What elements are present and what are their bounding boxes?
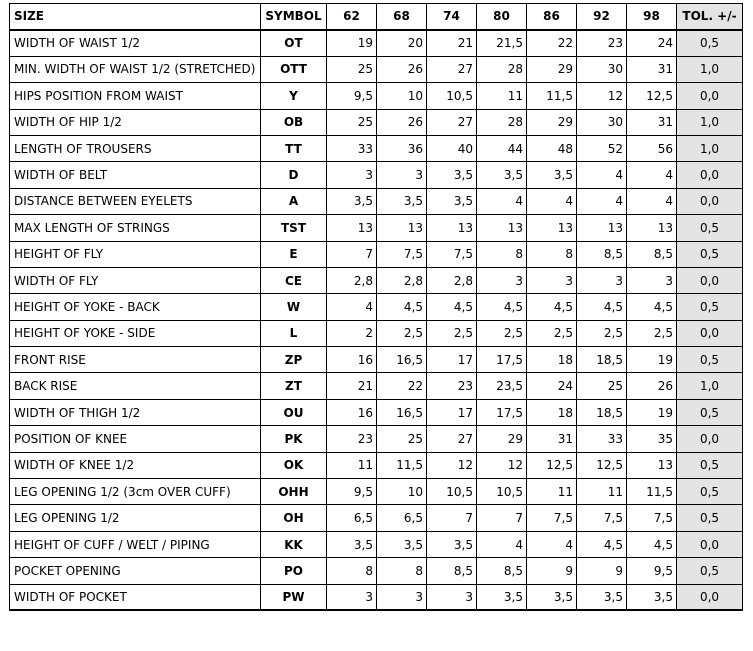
- measurement-label: DISTANCE BETWEEN EYELETS: [10, 188, 261, 214]
- tolerance-value: 0,5: [677, 347, 743, 373]
- table-row: [10, 188, 743, 214]
- measurement-label: LEG OPENING 1/2 (3cm OVER CUFF): [10, 479, 261, 505]
- measurement-value: 2,5: [377, 320, 427, 346]
- tolerance-value: 0,0: [677, 584, 743, 610]
- table-row: [10, 135, 743, 161]
- measurement-value: 10: [377, 83, 427, 109]
- measurement-value: 31: [527, 426, 577, 452]
- measurement-symbol: D: [261, 162, 327, 188]
- measurement-symbol: PW: [261, 584, 327, 610]
- size-chart: [9, 3, 743, 611]
- table-row: [10, 558, 743, 584]
- measurement-value: 19: [327, 30, 377, 56]
- measurement-value: 4,5: [527, 294, 577, 320]
- measurement-value: 21: [427, 30, 477, 56]
- measurement-label: HEIGHT OF FLY: [10, 241, 261, 267]
- measurement-value: 4: [577, 188, 627, 214]
- measurement-value: 11,5: [627, 479, 677, 505]
- measurement-symbol: W: [261, 294, 327, 320]
- measurement-value: 7,5: [427, 241, 477, 267]
- measurement-value: 4: [527, 531, 577, 557]
- measurement-value: 4,5: [377, 294, 427, 320]
- measurement-value: 27: [427, 109, 477, 135]
- table-row: [10, 584, 743, 610]
- measurement-value: 18,5: [577, 347, 627, 373]
- measurement-value: 7,5: [377, 241, 427, 267]
- table-row: [10, 56, 743, 82]
- size-92-header: 92: [577, 4, 627, 30]
- tolerance-value: 0,0: [677, 267, 743, 293]
- measurement-label: POSITION OF KNEE: [10, 426, 261, 452]
- measurement-value: 4: [477, 188, 527, 214]
- measurement-symbol: ZT: [261, 373, 327, 399]
- measurement-value: 9,5: [627, 558, 677, 584]
- measurement-value: 24: [527, 373, 577, 399]
- measurement-value: 48: [527, 135, 577, 161]
- measurement-value: 33: [577, 426, 627, 452]
- measurement-symbol: OB: [261, 109, 327, 135]
- measurement-value: 4: [527, 188, 577, 214]
- measurement-value: 16,5: [377, 347, 427, 373]
- measurement-symbol: OK: [261, 452, 327, 478]
- measurement-label: WIDTH OF HIP 1/2: [10, 109, 261, 135]
- measurement-value: 2,8: [327, 267, 377, 293]
- measurement-label: HIPS POSITION FROM WAIST: [10, 83, 261, 109]
- measurement-value: 7,5: [627, 505, 677, 531]
- measurement-value: 28: [477, 56, 527, 82]
- measurement-value: 25: [327, 109, 377, 135]
- measurement-value: 21,5: [477, 30, 527, 56]
- measurement-value: 3,5: [527, 584, 577, 610]
- measurement-value: 8: [527, 241, 577, 267]
- measurement-value: 6,5: [327, 505, 377, 531]
- measurement-value: 7: [327, 241, 377, 267]
- table-row: [10, 531, 743, 557]
- measurement-value: 9,5: [327, 83, 377, 109]
- measurement-value: 4: [577, 162, 627, 188]
- table-row: [10, 452, 743, 478]
- measurement-value: 22: [377, 373, 427, 399]
- table-row: [10, 267, 743, 293]
- measurement-value: 12: [577, 83, 627, 109]
- measurement-value: 11: [327, 452, 377, 478]
- measurement-symbol: PO: [261, 558, 327, 584]
- measurement-value: 26: [377, 109, 427, 135]
- table-row: [10, 373, 743, 399]
- measurement-value: 56: [627, 135, 677, 161]
- symbol-header: SYMBOL: [261, 4, 327, 30]
- measurement-value: 13: [427, 215, 477, 241]
- measurement-label: HEIGHT OF CUFF / WELT / PIPING: [10, 531, 261, 557]
- measurement-value: 8,5: [427, 558, 477, 584]
- measurement-value: 33: [327, 135, 377, 161]
- measurement-value: 6,5: [377, 505, 427, 531]
- measurement-value: 3: [327, 584, 377, 610]
- measurement-value: 13: [577, 215, 627, 241]
- measurement-value: 9,5: [327, 479, 377, 505]
- measurement-value: 26: [377, 56, 427, 82]
- measurement-value: 36: [377, 135, 427, 161]
- measurement-value: 3: [377, 584, 427, 610]
- measurement-value: 2,5: [627, 320, 677, 346]
- measurement-value: 3,5: [327, 531, 377, 557]
- measurement-value: 7,5: [577, 505, 627, 531]
- measurement-value: 2,5: [577, 320, 627, 346]
- measurement-value: 40: [427, 135, 477, 161]
- tolerance-value: 0,5: [677, 452, 743, 478]
- measurement-value: 3,5: [427, 531, 477, 557]
- measurement-value: 11: [577, 479, 627, 505]
- measurement-value: 25: [377, 426, 427, 452]
- tolerance-value: 0,0: [677, 83, 743, 109]
- measurement-value: 13: [327, 215, 377, 241]
- measurement-symbol: ZP: [261, 347, 327, 373]
- measurement-value: 2: [327, 320, 377, 346]
- measurement-value: 13: [627, 215, 677, 241]
- tolerance-value: 1,0: [677, 373, 743, 399]
- measurement-value: 31: [627, 56, 677, 82]
- table-row: [10, 83, 743, 109]
- measurement-value: 8: [477, 241, 527, 267]
- table-row: [10, 399, 743, 425]
- measurement-value: 25: [327, 56, 377, 82]
- measurement-value: 11,5: [527, 83, 577, 109]
- measurement-value: 27: [427, 56, 477, 82]
- measurement-value: 31: [627, 109, 677, 135]
- measurement-value: 29: [477, 426, 527, 452]
- measurement-value: 11,5: [377, 452, 427, 478]
- measurement-label: WIDTH OF BELT: [10, 162, 261, 188]
- measurement-value: 7: [477, 505, 527, 531]
- measurement-label: WIDTH OF POCKET: [10, 584, 261, 610]
- measurement-value: 16: [327, 399, 377, 425]
- measurement-value: 4: [627, 188, 677, 214]
- measurement-value: 13: [527, 215, 577, 241]
- tolerance-value: 0,0: [677, 320, 743, 346]
- table-row: [10, 479, 743, 505]
- tolerance-value: 0,5: [677, 294, 743, 320]
- measurement-value: 4: [327, 294, 377, 320]
- measurement-label: WIDTH OF FLY: [10, 267, 261, 293]
- measurement-label: WIDTH OF THIGH 1/2: [10, 399, 261, 425]
- measurement-symbol: OT: [261, 30, 327, 56]
- table-row: [10, 426, 743, 452]
- measurement-value: 28: [477, 109, 527, 135]
- table-row: [10, 294, 743, 320]
- measurement-value: 17,5: [477, 399, 527, 425]
- measurement-label: BACK RISE: [10, 373, 261, 399]
- measurement-value: 23,5: [477, 373, 527, 399]
- tolerance-value: 0,5: [677, 479, 743, 505]
- tolerance-value: 0,0: [677, 426, 743, 452]
- measurement-value: 17,5: [477, 347, 527, 373]
- measurement-label: LEG OPENING 1/2: [10, 505, 261, 531]
- tolerance-value: 1,0: [677, 56, 743, 82]
- size-98-header: 98: [627, 4, 677, 30]
- measurement-value: 3,5: [627, 584, 677, 610]
- measurement-value: 10,5: [427, 83, 477, 109]
- measurement-symbol: KK: [261, 531, 327, 557]
- measurement-value: 16: [327, 347, 377, 373]
- measurement-value: 23: [577, 30, 627, 56]
- measurement-value: 3,5: [427, 162, 477, 188]
- size-80-header: 80: [477, 4, 527, 30]
- measurement-value: 27: [427, 426, 477, 452]
- measurement-value: 3,5: [327, 188, 377, 214]
- measurement-value: 12,5: [577, 452, 627, 478]
- measurement-value: 2,5: [477, 320, 527, 346]
- tolerance-value: 0,0: [677, 188, 743, 214]
- measurement-label: LENGTH OF TROUSERS: [10, 135, 261, 161]
- measurement-value: 11: [527, 479, 577, 505]
- measurement-label: HEIGHT OF YOKE - BACK: [10, 294, 261, 320]
- measurement-value: 17: [427, 347, 477, 373]
- measurement-value: 3: [377, 162, 427, 188]
- tolerance-value: 0,5: [677, 215, 743, 241]
- measurement-value: 4: [477, 531, 527, 557]
- measurement-value: 10,5: [427, 479, 477, 505]
- measurement-label: FRONT RISE: [10, 347, 261, 373]
- measurement-value: 11: [477, 83, 527, 109]
- measurement-value: 13: [627, 452, 677, 478]
- tolerance-value: 0,5: [677, 558, 743, 584]
- measurement-value: 26: [627, 373, 677, 399]
- measurement-value: 52: [577, 135, 627, 161]
- tolerance-header: TOL. +/-: [677, 4, 743, 30]
- measurement-value: 3,5: [427, 188, 477, 214]
- tolerance-value: 0,0: [677, 162, 743, 188]
- measurement-value: 22: [527, 30, 577, 56]
- measurement-value: 4,5: [427, 294, 477, 320]
- measurement-value: 3,5: [477, 162, 527, 188]
- measurement-value: 7: [427, 505, 477, 531]
- measurement-value: 3: [427, 584, 477, 610]
- measurement-value: 19: [627, 347, 677, 373]
- measurement-value: 23: [327, 426, 377, 452]
- measurement-table: [9, 3, 743, 611]
- measurement-value: 4,5: [627, 531, 677, 557]
- table-row: [10, 30, 743, 56]
- table-row: [10, 162, 743, 188]
- measurement-label: WIDTH OF KNEE 1/2: [10, 452, 261, 478]
- measurement-value: 18: [527, 399, 577, 425]
- measurement-value: 23: [427, 373, 477, 399]
- measurement-value: 44: [477, 135, 527, 161]
- measurement-value: 3,5: [477, 584, 527, 610]
- measurement-value: 4,5: [577, 294, 627, 320]
- measurement-value: 2,5: [427, 320, 477, 346]
- measurement-value: 10,5: [477, 479, 527, 505]
- measurement-value: 25: [577, 373, 627, 399]
- measurement-value: 16,5: [377, 399, 427, 425]
- measurement-value: 18,5: [577, 399, 627, 425]
- measurement-value: 2,8: [427, 267, 477, 293]
- table-row: [10, 505, 743, 531]
- measurement-value: 4,5: [477, 294, 527, 320]
- measurement-value: 3: [627, 267, 677, 293]
- measurement-symbol: OU: [261, 399, 327, 425]
- measurement-symbol: Y: [261, 83, 327, 109]
- measurement-value: 29: [527, 56, 577, 82]
- measurement-value: 3: [327, 162, 377, 188]
- measurement-value: 24: [627, 30, 677, 56]
- measurement-symbol: OTT: [261, 56, 327, 82]
- measurement-value: 10: [377, 479, 427, 505]
- size-86-header: 86: [527, 4, 577, 30]
- size-62-header: 62: [327, 4, 377, 30]
- measurement-value: 2,5: [527, 320, 577, 346]
- measurement-label: HEIGHT OF YOKE - SIDE: [10, 320, 261, 346]
- measurement-symbol: L: [261, 320, 327, 346]
- tolerance-value: 1,0: [677, 109, 743, 135]
- measurement-value: 3,5: [527, 162, 577, 188]
- table-row: [10, 347, 743, 373]
- measurement-value: 20: [377, 30, 427, 56]
- measurement-value: 3: [527, 267, 577, 293]
- measurement-value: 12,5: [527, 452, 577, 478]
- measurement-label: POCKET OPENING: [10, 558, 261, 584]
- measurement-value: 12,5: [627, 83, 677, 109]
- measurement-symbol: TST: [261, 215, 327, 241]
- table-row: [10, 241, 743, 267]
- measurement-value: 3,5: [377, 188, 427, 214]
- measurement-value: 3: [477, 267, 527, 293]
- size-74-header: 74: [427, 4, 477, 30]
- tolerance-value: 0,0: [677, 531, 743, 557]
- measurement-value: 13: [477, 215, 527, 241]
- measurement-value: 12: [477, 452, 527, 478]
- measurement-value: 13: [377, 215, 427, 241]
- tolerance-value: 0,5: [677, 505, 743, 531]
- measurement-value: 3,5: [377, 531, 427, 557]
- table-row: [10, 320, 743, 346]
- measurement-value: 8,5: [627, 241, 677, 267]
- measurement-symbol: CE: [261, 267, 327, 293]
- measurement-symbol: A: [261, 188, 327, 214]
- measurement-value: 3,5: [577, 584, 627, 610]
- measurement-value: 4: [627, 162, 677, 188]
- measurement-symbol: TT: [261, 135, 327, 161]
- tolerance-value: 0,5: [677, 30, 743, 56]
- tolerance-value: 0,5: [677, 399, 743, 425]
- measurement-value: 4,5: [577, 531, 627, 557]
- table-row: [10, 109, 743, 135]
- measurement-value: 3: [577, 267, 627, 293]
- measurement-value: 8,5: [577, 241, 627, 267]
- measurement-value: 12: [427, 452, 477, 478]
- measurement-value: 8: [327, 558, 377, 584]
- measurement-value: 8,5: [477, 558, 527, 584]
- measurement-label: MAX LENGTH OF STRINGS: [10, 215, 261, 241]
- measurement-value: 29: [527, 109, 577, 135]
- measurement-label: WIDTH OF WAIST 1/2: [10, 30, 261, 56]
- measurement-label: MIN. WIDTH OF WAIST 1/2 (STRETCHED): [10, 56, 261, 82]
- size-68-header: 68: [377, 4, 427, 30]
- measurement-value: 18: [527, 347, 577, 373]
- measurement-symbol: OH: [261, 505, 327, 531]
- measurement-value: 8: [377, 558, 427, 584]
- measurement-value: 17: [427, 399, 477, 425]
- measurement-value: 35: [627, 426, 677, 452]
- measurement-value: 7,5: [527, 505, 577, 531]
- measurement-value: 19: [627, 399, 677, 425]
- measurement-symbol: OHH: [261, 479, 327, 505]
- measurement-value: 4,5: [627, 294, 677, 320]
- tolerance-value: 1,0: [677, 135, 743, 161]
- measurement-value: 30: [577, 56, 627, 82]
- size-header: SIZE: [10, 4, 261, 30]
- measurement-value: 21: [327, 373, 377, 399]
- tolerance-value: 0,5: [677, 241, 743, 267]
- table-row: [10, 215, 743, 241]
- measurement-symbol: PK: [261, 426, 327, 452]
- header-row: [10, 4, 743, 30]
- measurement-symbol: E: [261, 241, 327, 267]
- measurement-value: 9: [527, 558, 577, 584]
- measurement-value: 30: [577, 109, 627, 135]
- measurement-value: 2,8: [377, 267, 427, 293]
- measurement-value: 9: [577, 558, 627, 584]
